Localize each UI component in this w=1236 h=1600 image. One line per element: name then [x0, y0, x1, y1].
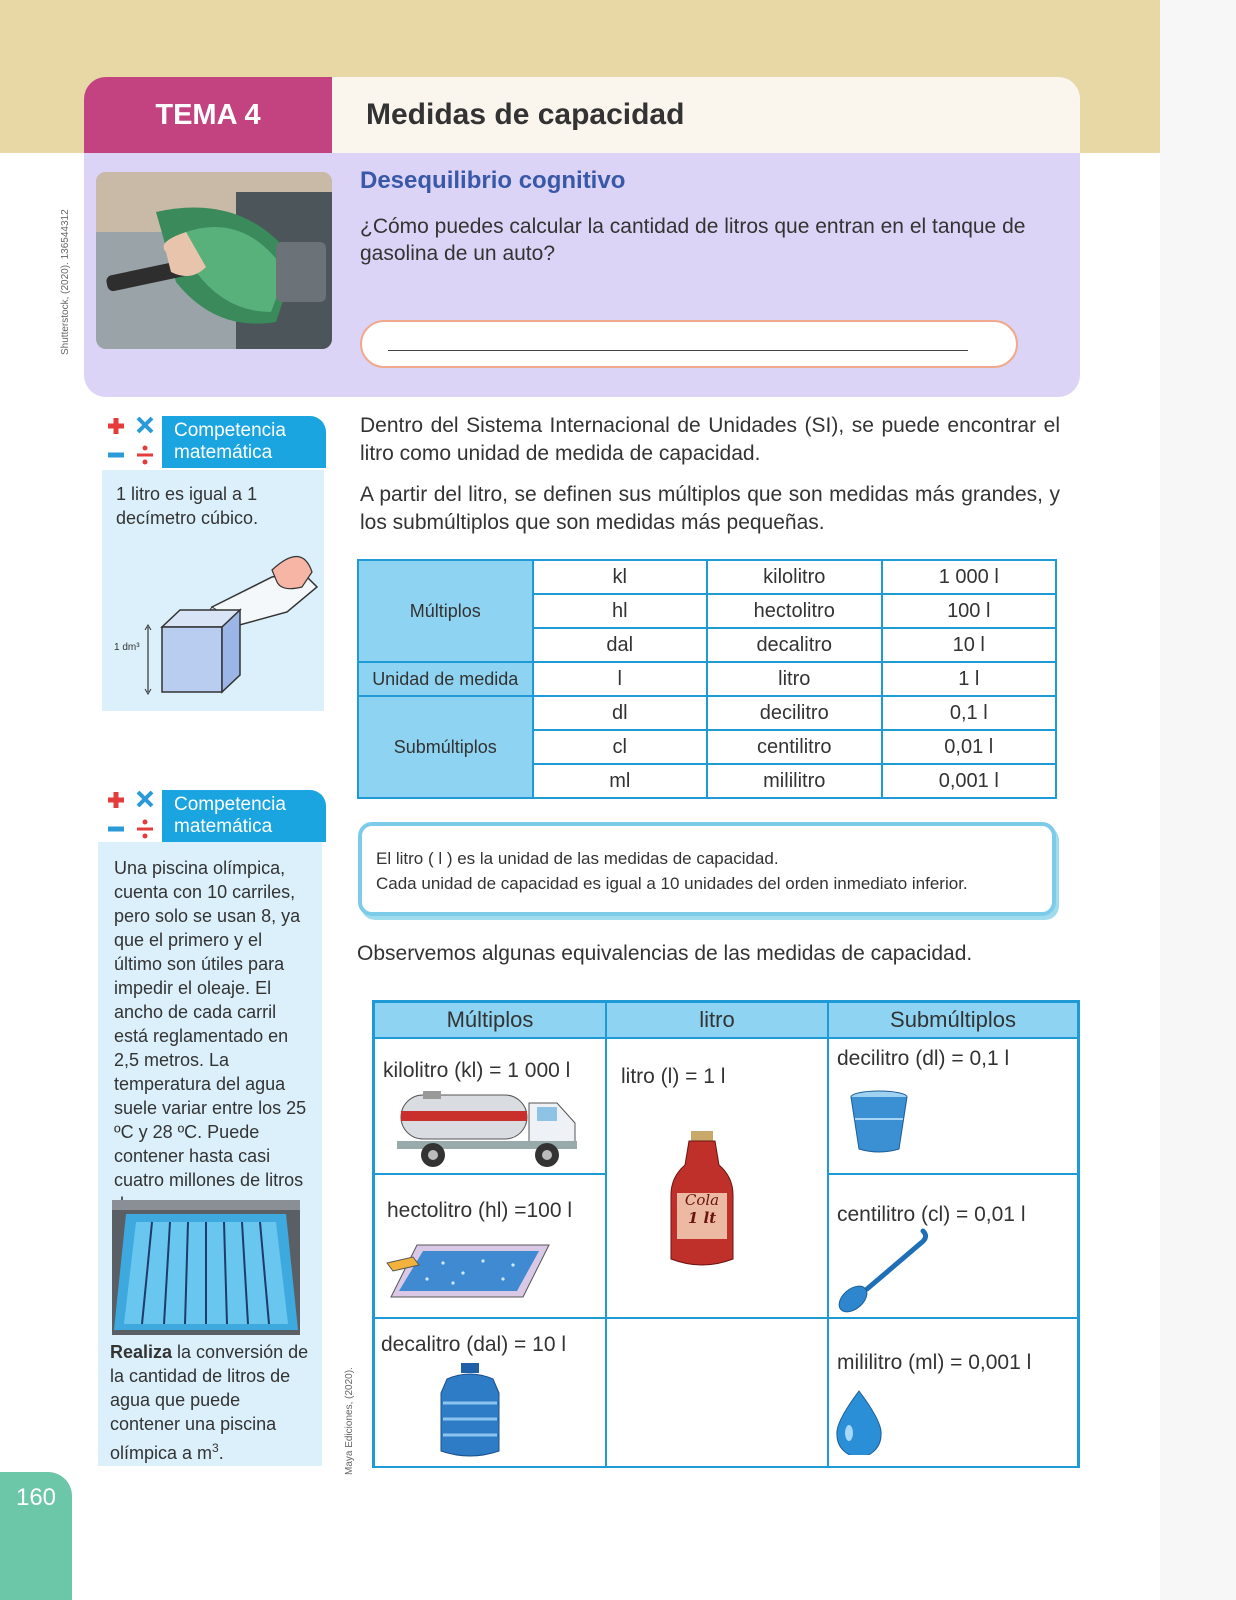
water-jug-icon [435, 1363, 505, 1463]
liter-cell [606, 1038, 828, 1318]
task-text: la conversión de la cantidad de litros de agua que puede contener una piscina olímpica a m [110, 1342, 309, 1463]
group-multiples: Múltiplos [358, 560, 533, 662]
competency-text-2: Una piscina olímpica, cuenta con 10 carriles, pero solo se usan 8, ya que el primero y el último son útiles para impedir el oleaje. El ancho de cada carril está reglamentado en 2,5 metros. La temperatura del agua suele variar entre los 25 ºC y 28 ºC. Puede contener hasta casi cuatro millones de litros [114, 858, 307, 1190]
hectoliter-equivalence: hectolitro (hl) =100 l [387, 1199, 573, 1222]
unit-value: 0,001 l [882, 764, 1057, 798]
unit-value: 100 l [882, 594, 1057, 628]
competency-tab-line2: matemática [174, 816, 273, 837]
competency-text-1: 1 litro es igual a 1 decímetro cúbico. [116, 484, 259, 528]
unit-value: 0,01 l [882, 730, 1057, 764]
unit-name: decilitro [707, 696, 882, 730]
cognitive-title: Desequilibrio cognitivo [360, 167, 626, 194]
note-line-2: Cada unidad de capacidad es igual a 10 unidades del orden inmediato inferior. [376, 874, 968, 893]
milliliter-cell [828, 1318, 1078, 1468]
unit-name: hectolitro [707, 594, 882, 628]
table-row [358, 560, 1056, 594]
kiloliter-cell [374, 1038, 606, 1174]
page-title: Medidas de capacidad [332, 77, 1080, 153]
tanker-truck-icon [397, 1089, 581, 1171]
empty-cell [606, 1318, 828, 1468]
unit-symbol: ml [533, 764, 708, 798]
bottle-label-volume: 1 lt [687, 1209, 717, 1227]
topic-number: TEMA 4 [84, 77, 332, 153]
unit-symbol: dl [533, 696, 708, 730]
column-header-multiples: Múltiplos [374, 1002, 606, 1038]
note-line-1: El litro ( l ) es la unidad de las medidas de capacidad. [376, 849, 779, 868]
math-operations-icon [100, 784, 160, 844]
spoon-icon [833, 1227, 933, 1317]
topic-header-card [84, 77, 1080, 397]
page-number: 160 [0, 1472, 72, 1600]
fuel-pump-photo [96, 172, 332, 349]
task-exponent: 3 [212, 1441, 219, 1455]
task-end: . [218, 1443, 224, 1463]
column-header-liter: litro [606, 1002, 828, 1038]
unit-symbol: dal [533, 628, 708, 662]
unit-symbol: hl [533, 594, 708, 628]
definition-note [358, 822, 1056, 916]
water-drop-icon [833, 1389, 885, 1455]
equivalences-intro: Observemos algunas equivalencias de las medidas de capacidad. [357, 942, 973, 965]
bottle-label [679, 1191, 725, 1227]
table-row [358, 696, 1056, 730]
capacity-units-table [357, 559, 1057, 799]
centiliter-equivalence: centilitro (cl) = 0,01 l [837, 1203, 1026, 1226]
milliliter-equivalence: mililitro (ml) = 0,001 l [837, 1351, 1032, 1374]
unit-value: 1 000 l [882, 560, 1057, 594]
olympic-pool-photo [112, 1200, 300, 1335]
cognitive-question: ¿Cómo puedes calcular la cantidad de litros que entran en el tanque de gasolina de un auto? [360, 215, 1026, 265]
centiliter-cell [828, 1174, 1078, 1318]
unit-symbol: l [533, 662, 708, 696]
page-edge [1160, 0, 1236, 1600]
table-row [358, 662, 1056, 696]
deciliter-cell [828, 1038, 1078, 1174]
cola-bottle-icon [669, 1131, 735, 1271]
cube-liter-illustration [112, 532, 322, 702]
competency-tab-line2: matemática [174, 442, 273, 463]
deciliter-equivalence: decilitro (dl) = 0,1 l [837, 1047, 1010, 1070]
pool-icon [383, 1239, 553, 1303]
decaliter-cell [374, 1318, 606, 1468]
answer-field[interactable] [360, 320, 1018, 368]
unit-symbol: cl [533, 730, 708, 764]
competency-tab-2 [162, 790, 326, 842]
unit-value: 1 l [882, 662, 1057, 696]
unit-value: 10 l [882, 628, 1057, 662]
unit-symbol: kl [533, 560, 708, 594]
unit-value: 0,1 l [882, 696, 1057, 730]
decaliter-equivalence: decalitro (dal) = 10 l [381, 1333, 567, 1356]
competency-tab-line1: Competencia [174, 794, 286, 815]
answer-line [388, 350, 968, 351]
cup-icon [849, 1089, 909, 1155]
math-operations-icon [100, 410, 160, 470]
unit-name: centilitro [707, 730, 882, 764]
unit-name: kilolitro [707, 560, 882, 594]
bottle-label-brand: Cola [684, 1191, 720, 1209]
unit-name: decalitro [707, 628, 882, 662]
hectoliter-cell [374, 1174, 606, 1318]
group-submultiples: Submúltiplos [358, 696, 533, 798]
illustration-credit: Maya Ediciones, (2020). [344, 1367, 355, 1475]
kiloliter-equivalence: kilolitro (kl) = 1 000 l [383, 1059, 571, 1082]
competency-tab-1 [162, 416, 326, 468]
intro-paragraph-1: Dentro del Sistema Internacional de Unidades (SI), se puede encontrar el litro como unidad de medida de capacidad. [360, 414, 1060, 465]
column-header-submultiples: Submúltiplos [828, 1002, 1078, 1038]
task-verb: Realiza [110, 1342, 173, 1362]
cube-dimension-label: 1 dm³ [114, 642, 140, 653]
liter-equivalence: litro (l) = 1 l [621, 1065, 726, 1088]
group-base-unit: Unidad de medida [358, 662, 533, 696]
photo-credit: Shutterstock, (2020). 136544312 [60, 209, 71, 355]
intro-paragraph-2: A partir del litro, se definen sus múltiplos que son medidas más grandes, y los submúltiplos que son medidas más pequeñas. [360, 483, 1060, 534]
unit-name: litro [707, 662, 882, 696]
equivalences-table [372, 1000, 1080, 1468]
competency-task [110, 1340, 310, 1465]
competency-tab-line1: Competencia [174, 420, 286, 441]
unit-name: mililitro [707, 764, 882, 798]
